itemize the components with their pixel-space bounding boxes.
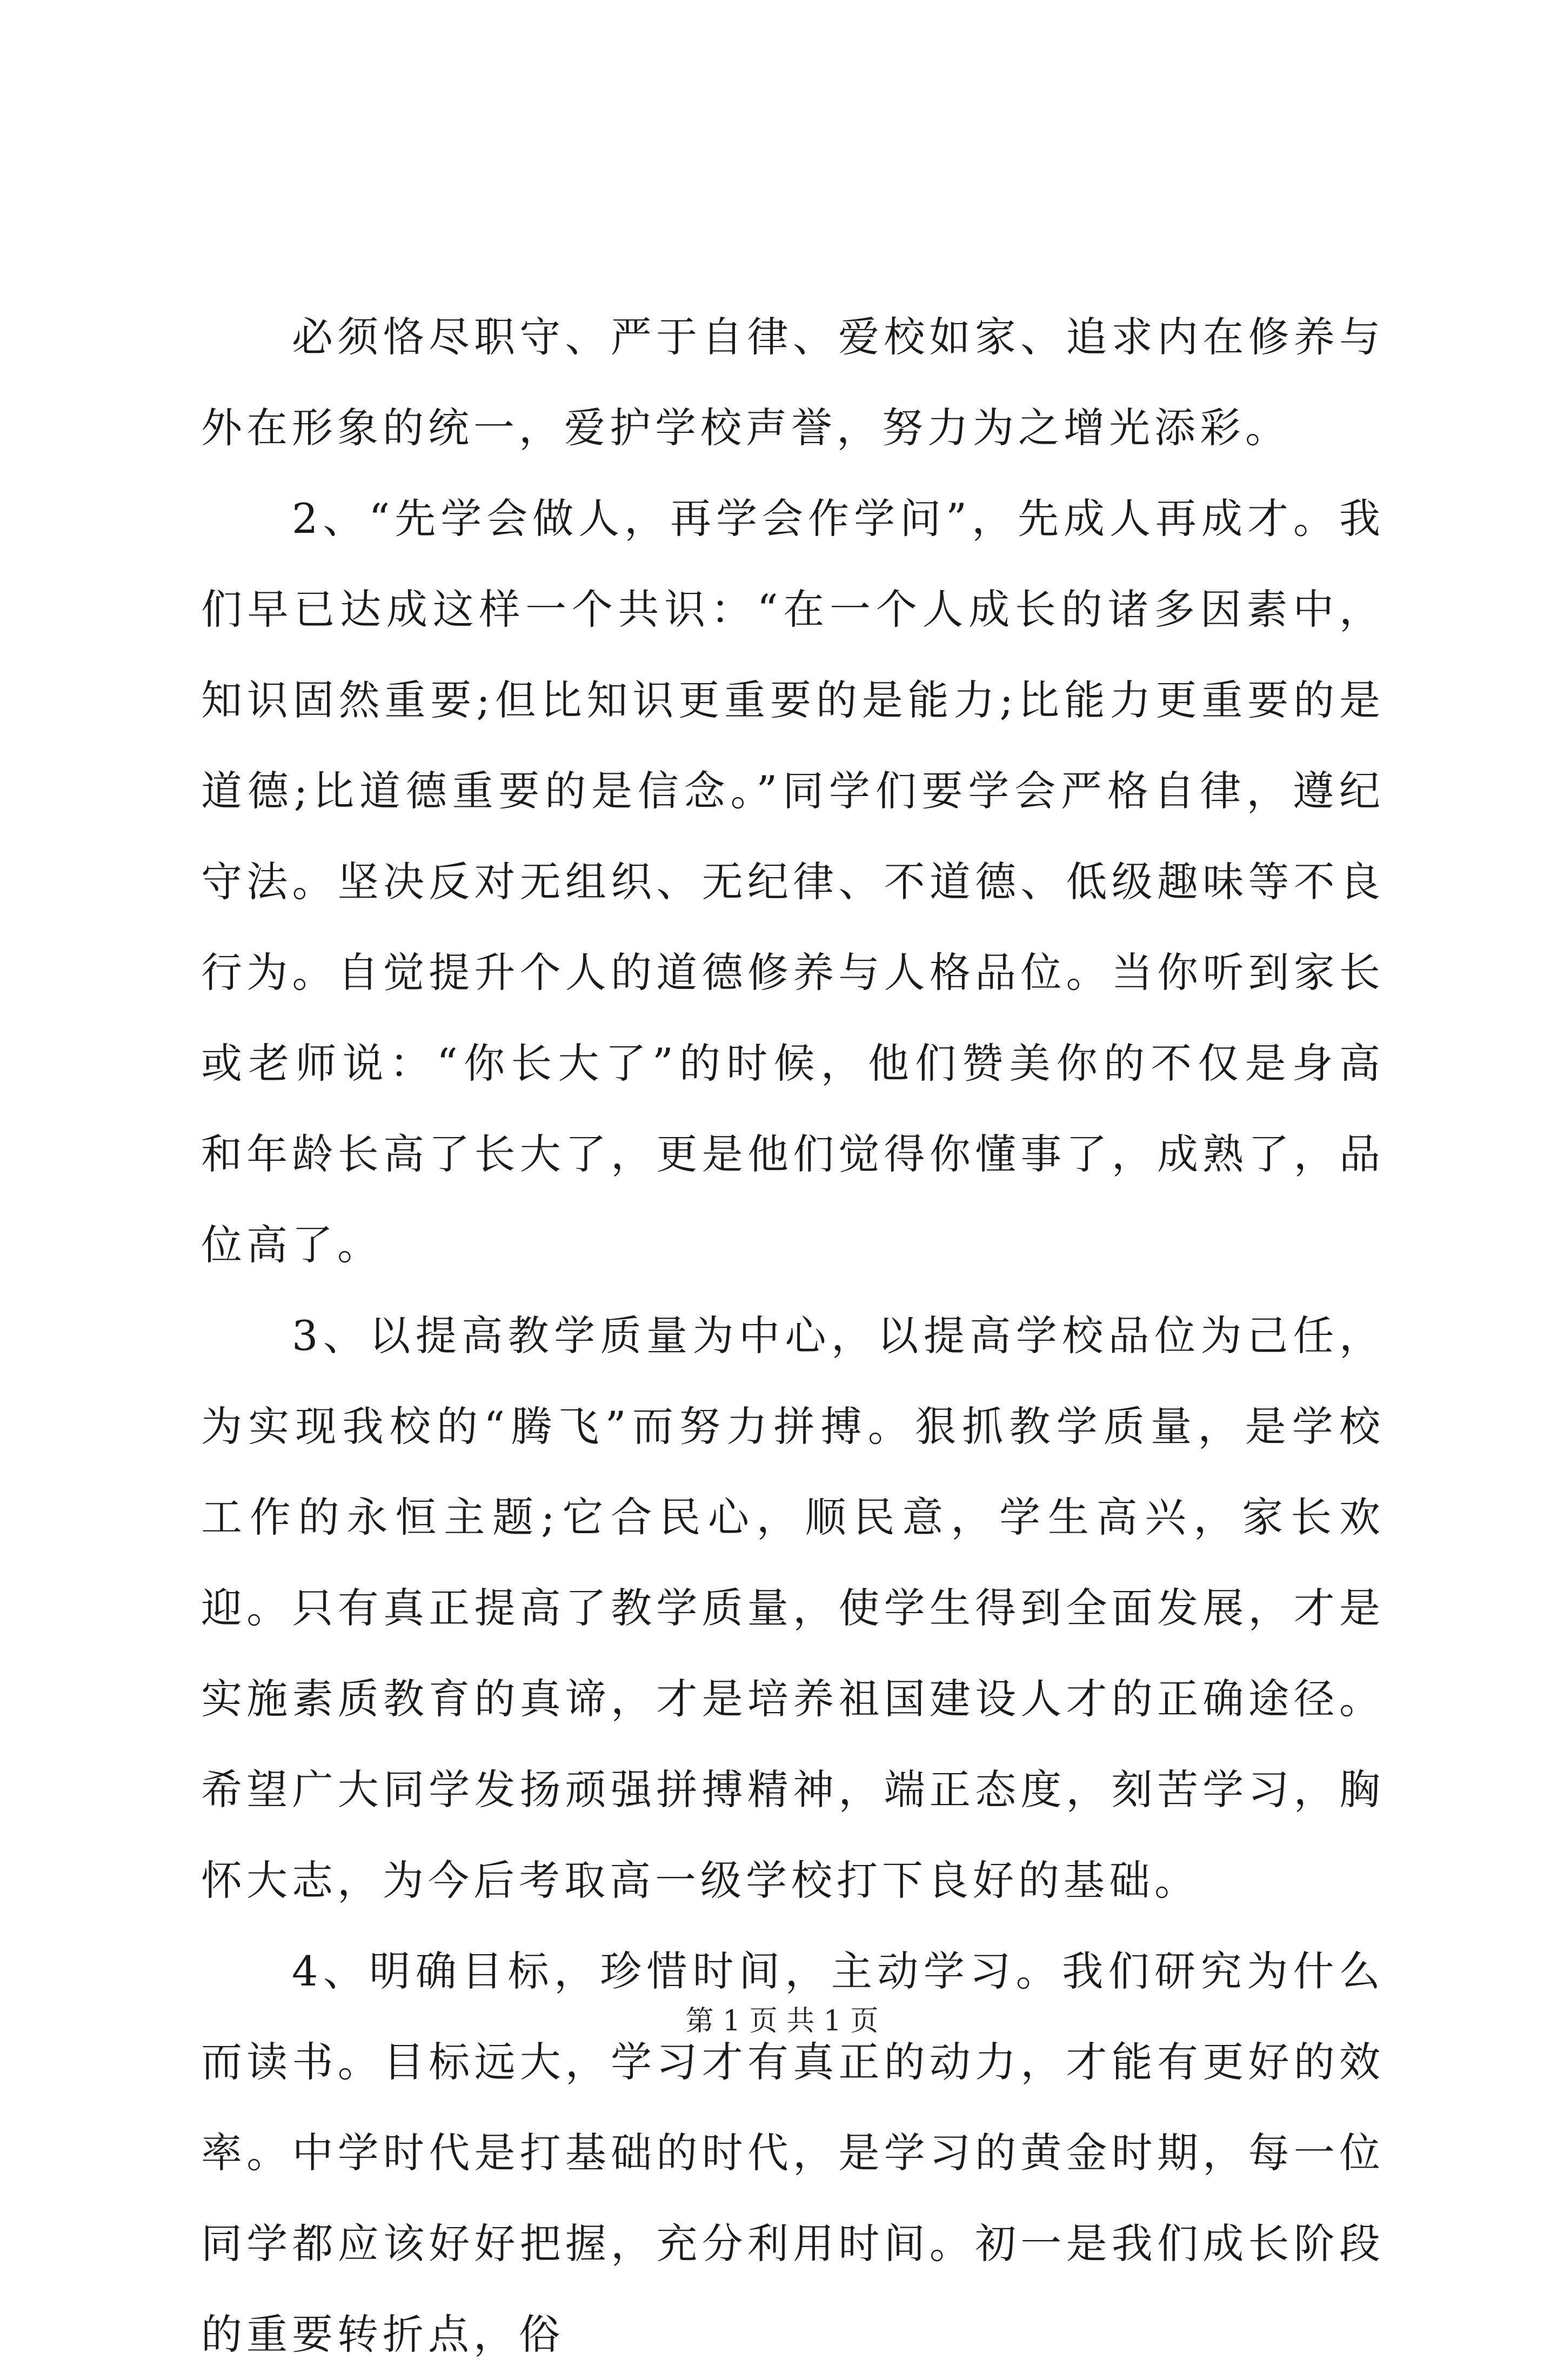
paragraph-1: 必须恪尽职守、严于自律、爱校如家、追求内在修养与外在形象的统一，爱护学校声誉，努力为之增光添彩。 — [201, 313, 1385, 452]
paragraph-2: 2、“先学会做人，再学会作学问”，先成人再成才。我们早已达成这样一个共识：“在一个人成长的诸多因素中，知识固然重要;但比知识更重要的是能力;比能力更重要的是道德;比道德重要的是信念。”同学们要学会严格自律，遵纪守法。坚决反对无组织、无纪律、不道德、低级趣味等不良行为。自觉提升个人的道德修养与人格品位。当你听到家长或老师说：“你长大了”的时候，他们赞美你的不仅是身高和年龄长高了长大了，更是他们觉得你懂事了，成熟了，品位高了。 — [201, 494, 1385, 1269]
page-footer: 第 1 页 共 1 页 — [685, 2005, 879, 2037]
document-body — [201, 292, 1385, 2380]
paragraph-3: 3、以提高教学质量为中心，以提高学校品位为己任，为实现我校的“腾飞”而努力拼搏。狠抓教学质量，是学校工作的永恒主题;它合民心，顺民意，学生高兴，家长欢迎。只有真正提高了教学质量，使学生得到全面发展，才是实施素质教育的真谛，才是培养祖国建设人才的正确途径。希望广大同学发扬顽强拼搏精神，端正态度，刻苦学习，胸怀大志，为今后考取高一级学校打下良好的基础。 — [201, 1312, 1385, 1904]
paragraph-4: 4、明确目标，珍惜时间，主动学习。我们研究为什么而读书。目标远大，学习才有真正的动力，才能有更好的效率。中学时代是打基础的时代，是学习的黄金时期，每一位同学都应该好好把握，充分利用时间。初一是我们成长阶段的重要转折点，俗 — [201, 1947, 1385, 2358]
